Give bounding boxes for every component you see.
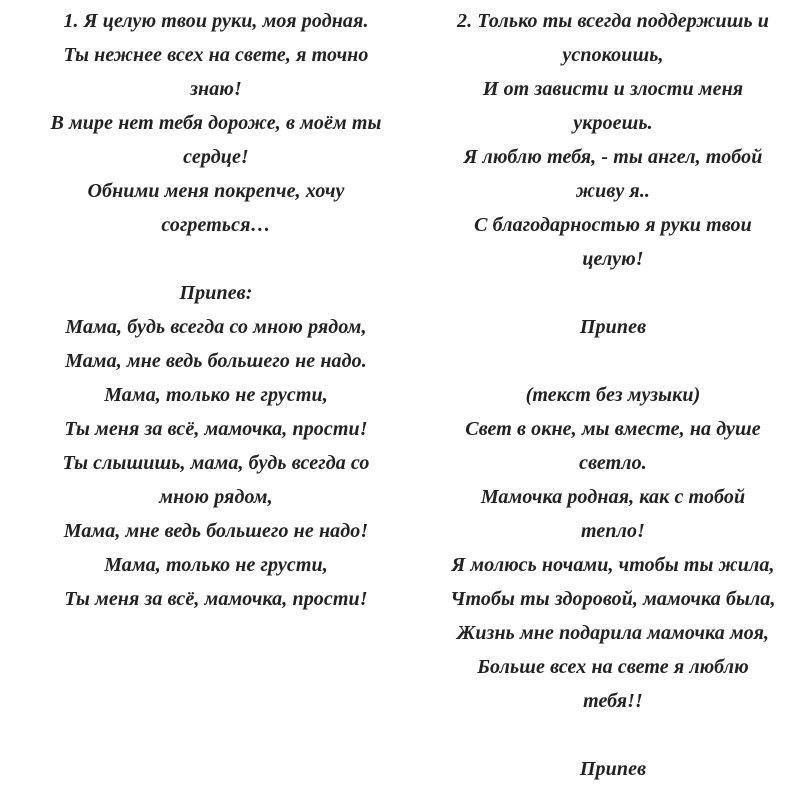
- verse-line: Обними меня покрепче, хочу: [87, 180, 345, 202]
- verse-line: живу я..: [575, 180, 651, 202]
- verse-line: знаю!: [190, 78, 242, 100]
- chorus-line: Мама, только не грусти,: [104, 384, 328, 406]
- stanza-gap: [426, 344, 800, 378]
- verse-2: [426, 4, 800, 276]
- chorus-reference: Припев: [579, 316, 647, 338]
- left-lyrics-column: [26, 4, 406, 616]
- spoken-verse: [426, 412, 800, 718]
- verse-line: 2. Только ты всегда поддержишь и: [456, 10, 770, 32]
- verse-line: И от зависти и злости меня: [482, 78, 744, 100]
- chorus-line: Мама, мне ведь большего не надо!: [63, 520, 369, 542]
- spoken-line: Мамочка родная, как с тобой: [480, 486, 746, 508]
- verse-line: укроешь.: [573, 112, 653, 134]
- stanza-gap: [426, 718, 800, 752]
- verse-line: С благодарностью я руки твои: [474, 214, 752, 236]
- spoken-line: Я молюсь ночами, чтобы ты жила,: [451, 554, 775, 576]
- verse-1: [26, 4, 406, 242]
- verse-line: успокоишь,: [562, 44, 664, 66]
- verse-line: согреться…: [161, 214, 271, 236]
- verse-line: целую!: [582, 248, 644, 270]
- chorus-line: Ты меня за всё, мамочка, прости!: [64, 588, 368, 610]
- verse-line: сердце!: [183, 146, 249, 168]
- verse-line: Я люблю тебя, - ты ангел, тобой: [463, 146, 763, 168]
- verse-line: Ты нежнее всех на свете, я точно: [63, 44, 369, 66]
- verse-line: 1. Я целую твои руки, моя родная.: [63, 10, 369, 32]
- spoken-line: тебя!!: [583, 690, 643, 712]
- spoken-line: Свет в окне, мы вместе, на душе: [465, 418, 761, 440]
- chorus-heading: Припев:: [179, 282, 253, 304]
- spoken-line: Больше всех на свете я люблю: [477, 656, 749, 678]
- stanza-gap: [26, 242, 406, 276]
- chorus-line: Мама, только не грусти,: [104, 554, 328, 576]
- chorus: [26, 310, 406, 616]
- spoken-line: светло.: [579, 452, 647, 474]
- right-lyrics-column: [426, 4, 800, 786]
- spoken-line: тепло!: [581, 520, 645, 542]
- chorus-line: Ты меня за всё, мамочка, прости!: [64, 418, 368, 440]
- chorus-line: мною рядом,: [159, 486, 273, 508]
- spoken-line: Чтобы ты здоровой, мамочка была,: [450, 588, 776, 610]
- spoken-line: Жизнь мне подарила мамочка моя,: [456, 622, 770, 644]
- chorus-line: Мама, мне ведь большего не надо.: [65, 350, 367, 372]
- verse-line: В мире нет тебя дороже, в моём ты: [50, 112, 382, 134]
- chorus-line: Ты слышишь, мама, будь всегда со: [62, 452, 370, 474]
- chorus-reference: Припев: [579, 758, 647, 780]
- no-music-note: (текст без музыки): [525, 384, 701, 406]
- chorus-line: Мама, будь всегда со мною рядом,: [65, 316, 367, 338]
- stanza-gap: [426, 276, 800, 310]
